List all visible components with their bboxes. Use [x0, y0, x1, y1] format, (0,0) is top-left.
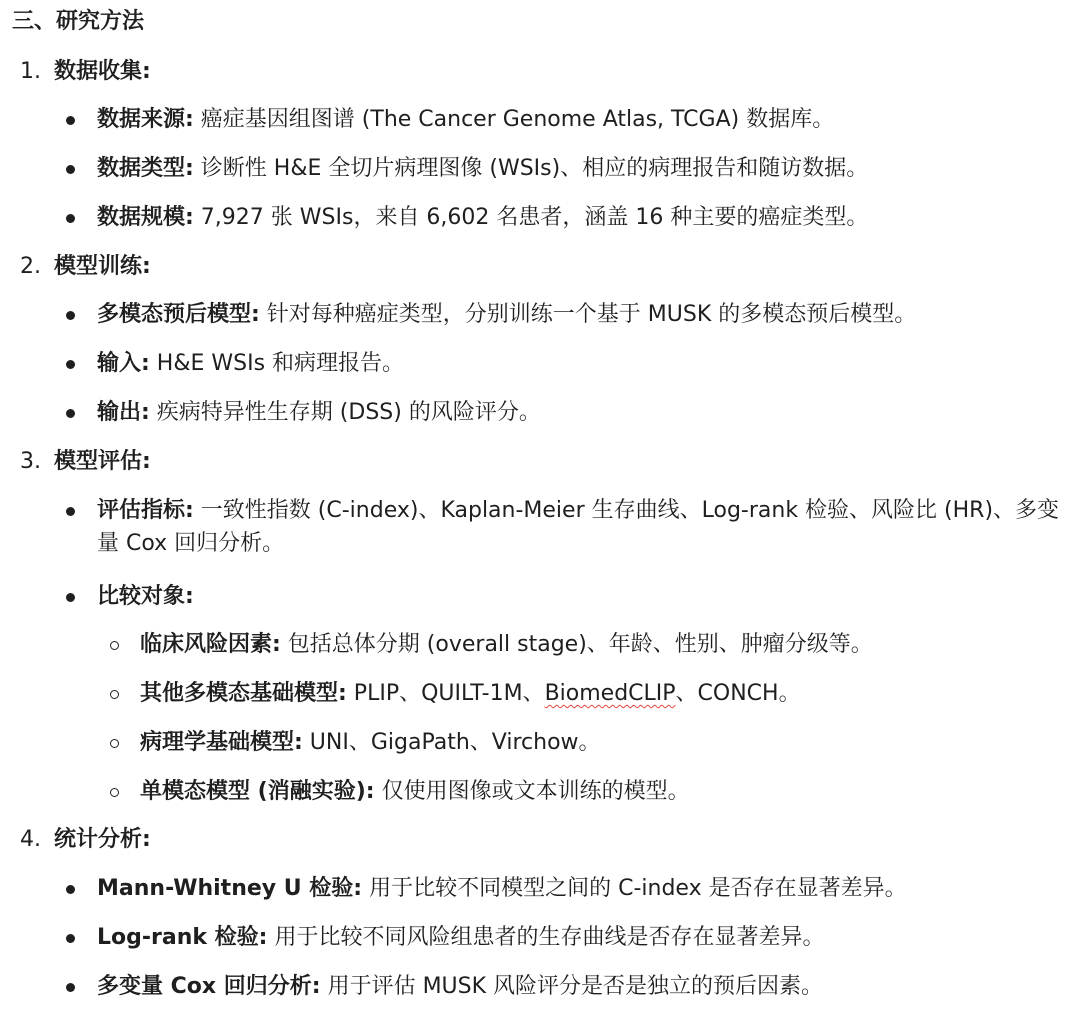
section-title: 统计分析:: [54, 827, 151, 852]
item-text: 疾病特异性生存期 (DSS) 的风险评分。: [149, 400, 541, 425]
bullet-dot-icon: [66, 165, 75, 174]
section-number: 1.: [20, 59, 41, 84]
section-2-header: [20, 250, 151, 283]
item-text: 用于评估 MUSK 风险评分是否是独立的预后因素。: [320, 974, 824, 999]
item-label: 多模态预后模型:: [97, 302, 260, 327]
bullet-dot-icon: [66, 593, 75, 602]
section-number: 2.: [20, 254, 41, 279]
bullet-dot-icon: [66, 116, 75, 125]
bullet-dot-icon: [66, 360, 75, 369]
spellcheck-word: BiomedCLIP: [544, 681, 676, 706]
section-4-header: [20, 823, 151, 856]
section-title: 模型评估:: [54, 449, 151, 474]
bullet-dot-icon: [66, 983, 75, 992]
item-text: H&E WSIs 和病理报告。: [149, 351, 405, 376]
item-label: 数据规模:: [97, 205, 194, 230]
item-label: Log-rank 检验:: [97, 925, 268, 950]
item-label: Mann-Whitney U 检验:: [97, 876, 363, 901]
item-label: 评估指标:: [97, 498, 194, 523]
item-text: 7,927 张 WSIs，来自 6,602 名患者，涵盖 16 种主要的癌症类型。: [193, 205, 869, 230]
bullet-dot-icon: [66, 409, 75, 418]
item-text: UNI、GigaPath、Virchow。: [302, 730, 601, 755]
bullet-circle-icon: [110, 641, 119, 650]
item-text: 用于比较不同模型之间的 C-index 是否存在显著差异。: [362, 876, 907, 901]
section-heading: 三、研究方法: [12, 9, 145, 34]
item-text: 用于比较不同风险组患者的生存曲线是否存在显著差异。: [267, 925, 825, 950]
section-title: 数据收集:: [54, 59, 151, 84]
bullet-dot-icon: [66, 214, 75, 223]
section-title: 模型训练:: [54, 254, 151, 279]
bullet-dot-icon: [66, 934, 75, 943]
section-3-header: [20, 445, 151, 478]
bullet-circle-icon: [110, 690, 119, 699]
item-label: 病理学基础模型:: [140, 730, 303, 755]
section-number: 3.: [20, 449, 41, 474]
bullet-dot-icon: [66, 885, 75, 894]
item-label: 数据类型:: [97, 156, 194, 181]
item-label: 输入:: [97, 351, 150, 376]
item-text: 针对每种癌症类型，分别训练一个基于 MUSK 的多模态预后模型。: [259, 302, 917, 327]
item-text: 包括总体分期 (overall stage)、年龄、性别、肿瘤分级等。: [280, 632, 873, 657]
bullet-circle-icon: [110, 788, 119, 797]
item-label: 其他多模态基础模型:: [140, 681, 347, 706]
item-label: 多变量 Cox 回归分析:: [97, 974, 321, 999]
item-label: 输出:: [97, 400, 150, 425]
section-number: 4.: [20, 827, 41, 852]
bullet-dot-icon: [66, 507, 75, 516]
item-text: 一致性指数 (C-index)、Kaplan-Meier 生存曲线、Log-rank 检验、风险比 (HR)、多变量 Cox 回归分析。: [97, 498, 1060, 556]
item-label: 比较对象:: [97, 584, 194, 609]
item-label: 临床风险因素:: [140, 632, 281, 657]
bullet-circle-icon: [110, 739, 119, 748]
item-label: 数据来源:: [97, 107, 194, 132]
section-1-header: [20, 55, 151, 88]
item-text: PLIP、QUILT-1M、: [346, 681, 545, 706]
item-text: 癌症基因组图谱 (The Cancer Genome Atlas, TCGA) 数据库。: [193, 107, 835, 132]
item-text: 诊断性 H&E 全切片病理图像 (WSIs)、相应的病理报告和随访数据。: [193, 156, 869, 181]
item-text: 、CONCH。: [675, 681, 801, 706]
item-label: 单模态模型 (消融实验):: [140, 779, 375, 804]
bullet-dot-icon: [66, 311, 75, 320]
item-text: 仅使用图像或文本训练的模型。: [374, 779, 690, 804]
